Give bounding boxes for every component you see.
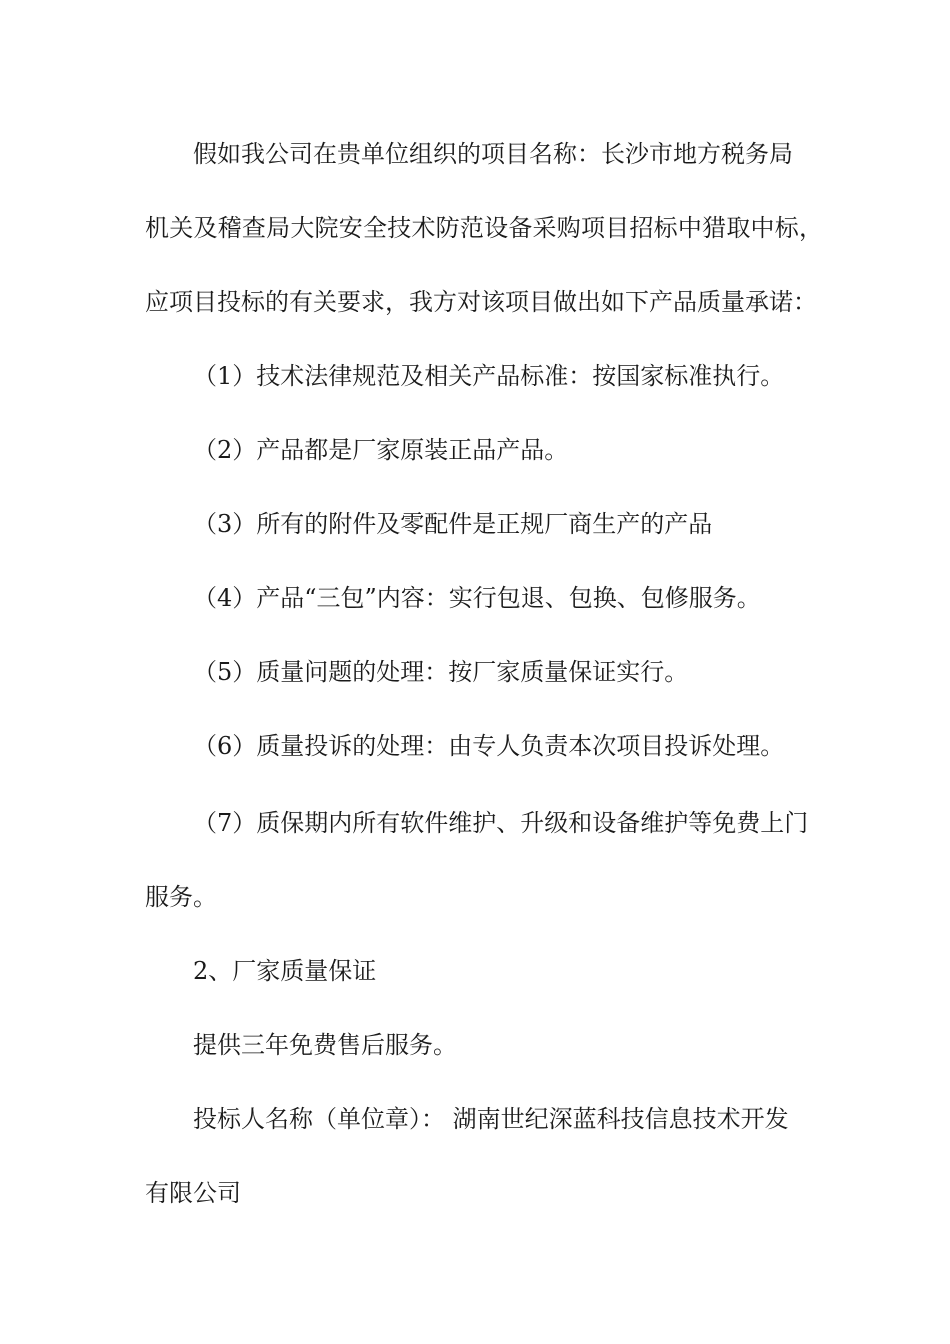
list-item-6: （6）质量投诉的处理：由专人负责本次项目投诉处理。 — [193, 732, 785, 760]
bidder-name-line-1: 投标人名称（单位章）： 湖南世纪深蓝科技信息技术开发 — [193, 1105, 789, 1133]
list-item-4: （4）产品“三包”内容：实行包退、包换、包修服务。 — [193, 584, 761, 612]
paragraph-line-2: 机关及稽查局大院安全技术防范设备采购项目招标中猎取中标， — [145, 214, 823, 242]
paragraph-line-1: 假如我公司在贵单位组织的项目名称：长沙市地方税务局 — [193, 140, 793, 168]
list-item-7-line-2: 服务。 — [145, 883, 217, 911]
list-item-1: （1）技术法律规范及相关产品标准：按国家标准执行。 — [193, 362, 785, 390]
bidder-name-line-2: 有限公司 — [145, 1179, 241, 1207]
list-item-7-line-1: （7）质保期内所有软件维护、升级和设备维护等免费上门 — [193, 809, 809, 837]
section-text: 提供三年免费售后服务。 — [193, 1031, 457, 1059]
list-item-2: （2）产品都是厂家原装正品产品。 — [193, 436, 569, 464]
list-item-5: （5）质量问题的处理：按厂家质量保证实行。 — [193, 658, 689, 686]
section-heading: 2、厂家质量保证 — [193, 957, 377, 985]
paragraph-line-3: 应项目投标的有关要求，我方对该项目做出如下产品质量承诺： — [145, 288, 817, 316]
list-item-3: （3）所有的附件及零配件是正规厂商生产的产品 — [193, 510, 713, 538]
